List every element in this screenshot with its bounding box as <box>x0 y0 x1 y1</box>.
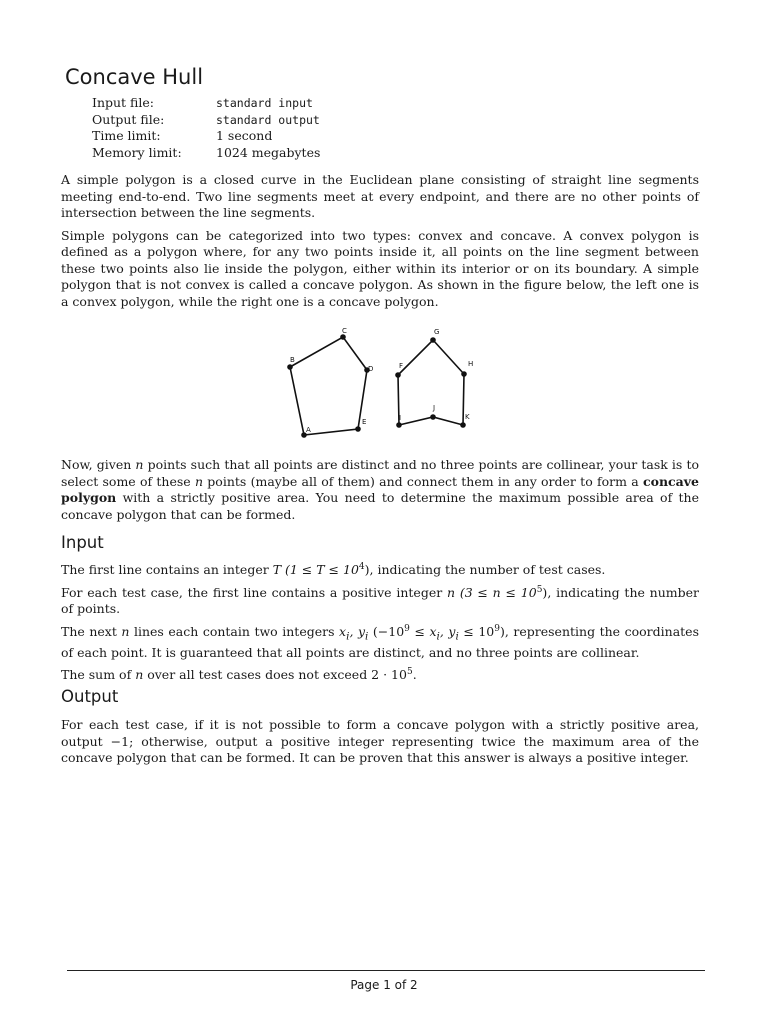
vertex-i <box>396 422 402 428</box>
input-heading: Input <box>61 533 104 552</box>
limit-value: standard output <box>216 112 320 127</box>
label-g: G <box>434 328 440 336</box>
limits-row <box>92 145 320 162</box>
task-paragraph: Now, given n points such that all points are distinct and no three points are collinear, your task is to select some of these n points (maybe all of them) and connect them in any order to form a concave polygon with a strictly positive area. You need to determine the maximum possible area of the concave polygon that can be formed. <box>61 457 699 522</box>
polygon-figure <box>280 322 480 442</box>
label-h: H <box>468 360 474 368</box>
vertex-c <box>340 334 346 340</box>
limit-value: 1 second <box>216 128 273 143</box>
page-number: Page 1 of 2 <box>350 978 418 992</box>
limits-row <box>92 95 320 112</box>
vertex-j <box>430 414 436 420</box>
limit-label: Memory limit: <box>92 144 182 160</box>
input-line-4: The sum of n over all test cases does not exceed $2 \cdot 10^5$. <box>61 666 417 682</box>
label-c: C <box>342 327 347 335</box>
task-section <box>61 457 699 529</box>
label-a: A <box>306 426 311 434</box>
limits-row <box>92 112 320 129</box>
footer-divider <box>67 970 705 971</box>
limit-value: standard input <box>216 96 313 110</box>
label-k: K <box>465 413 470 421</box>
vertex-e <box>355 426 361 432</box>
intro-paragraph-1: A simple polygon is a closed curve in the Euclidean plane consisting of straight line segments meeting end-to-end. Two line segments meet at every endpoint, and there are no other points of intersection between the line segments. <box>61 172 699 220</box>
input-line-2: For each test case, the first line contains a positive integer n $(3 \le n \le 10^5)$, indicating the number of points. <box>61 584 700 616</box>
vertex-points <box>287 334 467 438</box>
limit-label: Output file: <box>92 111 165 127</box>
vertex-g <box>430 337 436 343</box>
input-line-1: The first line contains an integer T $(1 \le T \le 10^4)$, indicating the number of test cases. <box>61 561 606 577</box>
label-b: B <box>290 356 295 364</box>
output-heading: Output <box>61 687 119 706</box>
label-e: E <box>362 418 367 426</box>
input-section <box>61 562 699 690</box>
vertex-b <box>287 364 293 370</box>
label-f: F <box>399 362 404 370</box>
convex-polygon-outline <box>290 337 367 435</box>
output-section <box>61 717 699 773</box>
concave-polygon-outline <box>398 340 464 425</box>
vertex-h <box>461 371 467 377</box>
input-line-3: The next n lines each contain two integers $x_i$, $y_i$ ($-10^9 \le x_i$, $y_i \le 10^9$), representing the coordinates of each point. It is guaranteed that all points are distinct, and no three points are collinear. <box>61 623 699 660</box>
concave-polygon <box>398 340 464 425</box>
limits-row <box>92 128 320 145</box>
intro-paragraph-2: Simple polygons can be categorized into two types: convex and concave. A convex polygon is defined as a polygon where, for any two points inside it, all points on the line segment between these two points also lie inside the polygon, either within its interior or on its boundary. A simple polygon that is not convex is called a concave polygon. As shown in the figure below, the left one is a convex polygon, while the right one is a concave polygon. <box>61 227 699 309</box>
vertex-f <box>395 372 401 378</box>
limit-label: Input file: <box>92 95 154 110</box>
vertex-k <box>460 422 466 428</box>
convex-polygon <box>290 337 367 435</box>
limit-label: Time limit: <box>92 128 161 143</box>
label-d: D <box>368 365 374 373</box>
label-j: J <box>433 404 436 412</box>
intro-section <box>61 172 699 316</box>
limit-value: 1024 megabytes <box>216 144 321 160</box>
label-i: I <box>399 414 402 422</box>
problem-title: Concave Hull <box>65 65 204 89</box>
output-paragraph: For each test case, if it is not possible to form a concave polygon with a strictly positive area, output −1; otherwise, output a positive integer representing twice the maximum area of the concave polygon that can be formed. It can be proven that this answer is always a positive integer. <box>61 717 699 765</box>
limits-table <box>92 95 320 161</box>
